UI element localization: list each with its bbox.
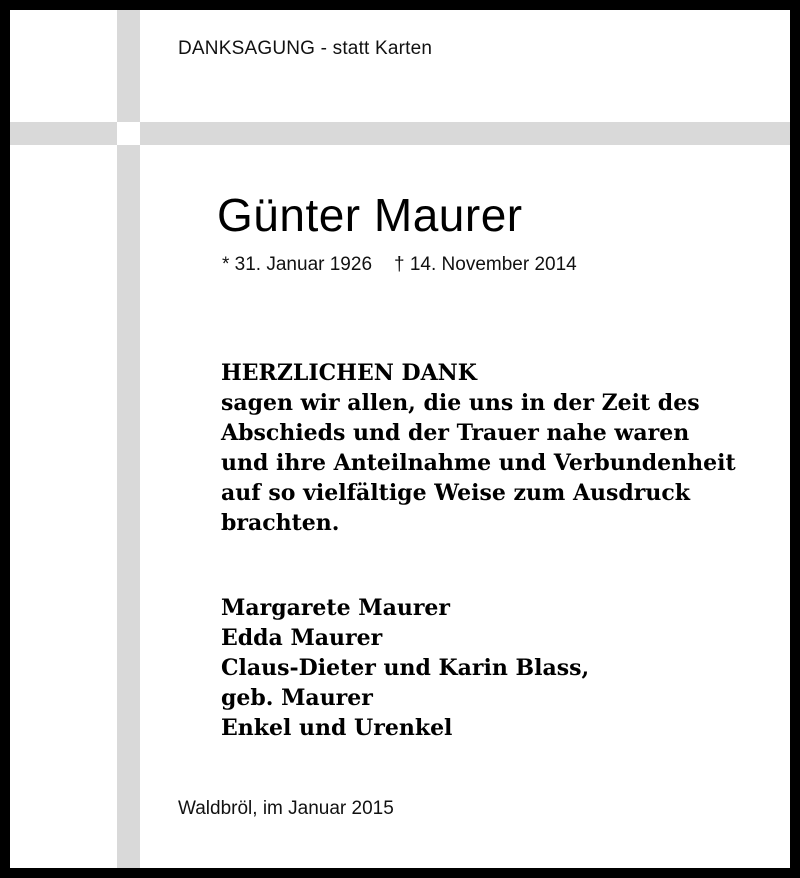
signer-line: Edda Maurer — [221, 625, 383, 651]
message-line: auf so vielfältige Weise zum Ausdruck — [221, 480, 691, 506]
death-date: † 14. November 2014 — [394, 254, 577, 275]
message-line: brachten. — [221, 510, 340, 536]
signers-list — [221, 593, 589, 743]
message-line: Abschieds und der Trauer nahe waren — [221, 420, 690, 446]
deceased-name: Günter Maurer — [217, 189, 523, 241]
header-title: DANKSAGUNG - statt Karten — [178, 38, 433, 59]
message-line: HERZLICHEN DANK — [221, 360, 477, 386]
birth-date: * 31. Januar 1926 — [222, 254, 373, 275]
obituary-card — [10, 10, 790, 868]
cross-intersection — [117, 122, 140, 145]
signer-line: Margarete Maurer — [221, 595, 451, 621]
thank-you-message — [221, 358, 736, 538]
message-line: sagen wir allen, die uns in der Zeit des — [221, 390, 700, 416]
life-dates — [222, 254, 577, 276]
message-line: und ihre Anteilnahme und Verbundenheit — [221, 450, 736, 476]
place-and-date: Waldbröl, im Januar 2015 — [178, 798, 394, 819]
signer-line: geb. Maurer — [221, 685, 373, 711]
signer-line: Enkel und Urenkel — [221, 715, 453, 741]
signer-line: Claus-Dieter und Karin Blass, — [221, 655, 590, 681]
